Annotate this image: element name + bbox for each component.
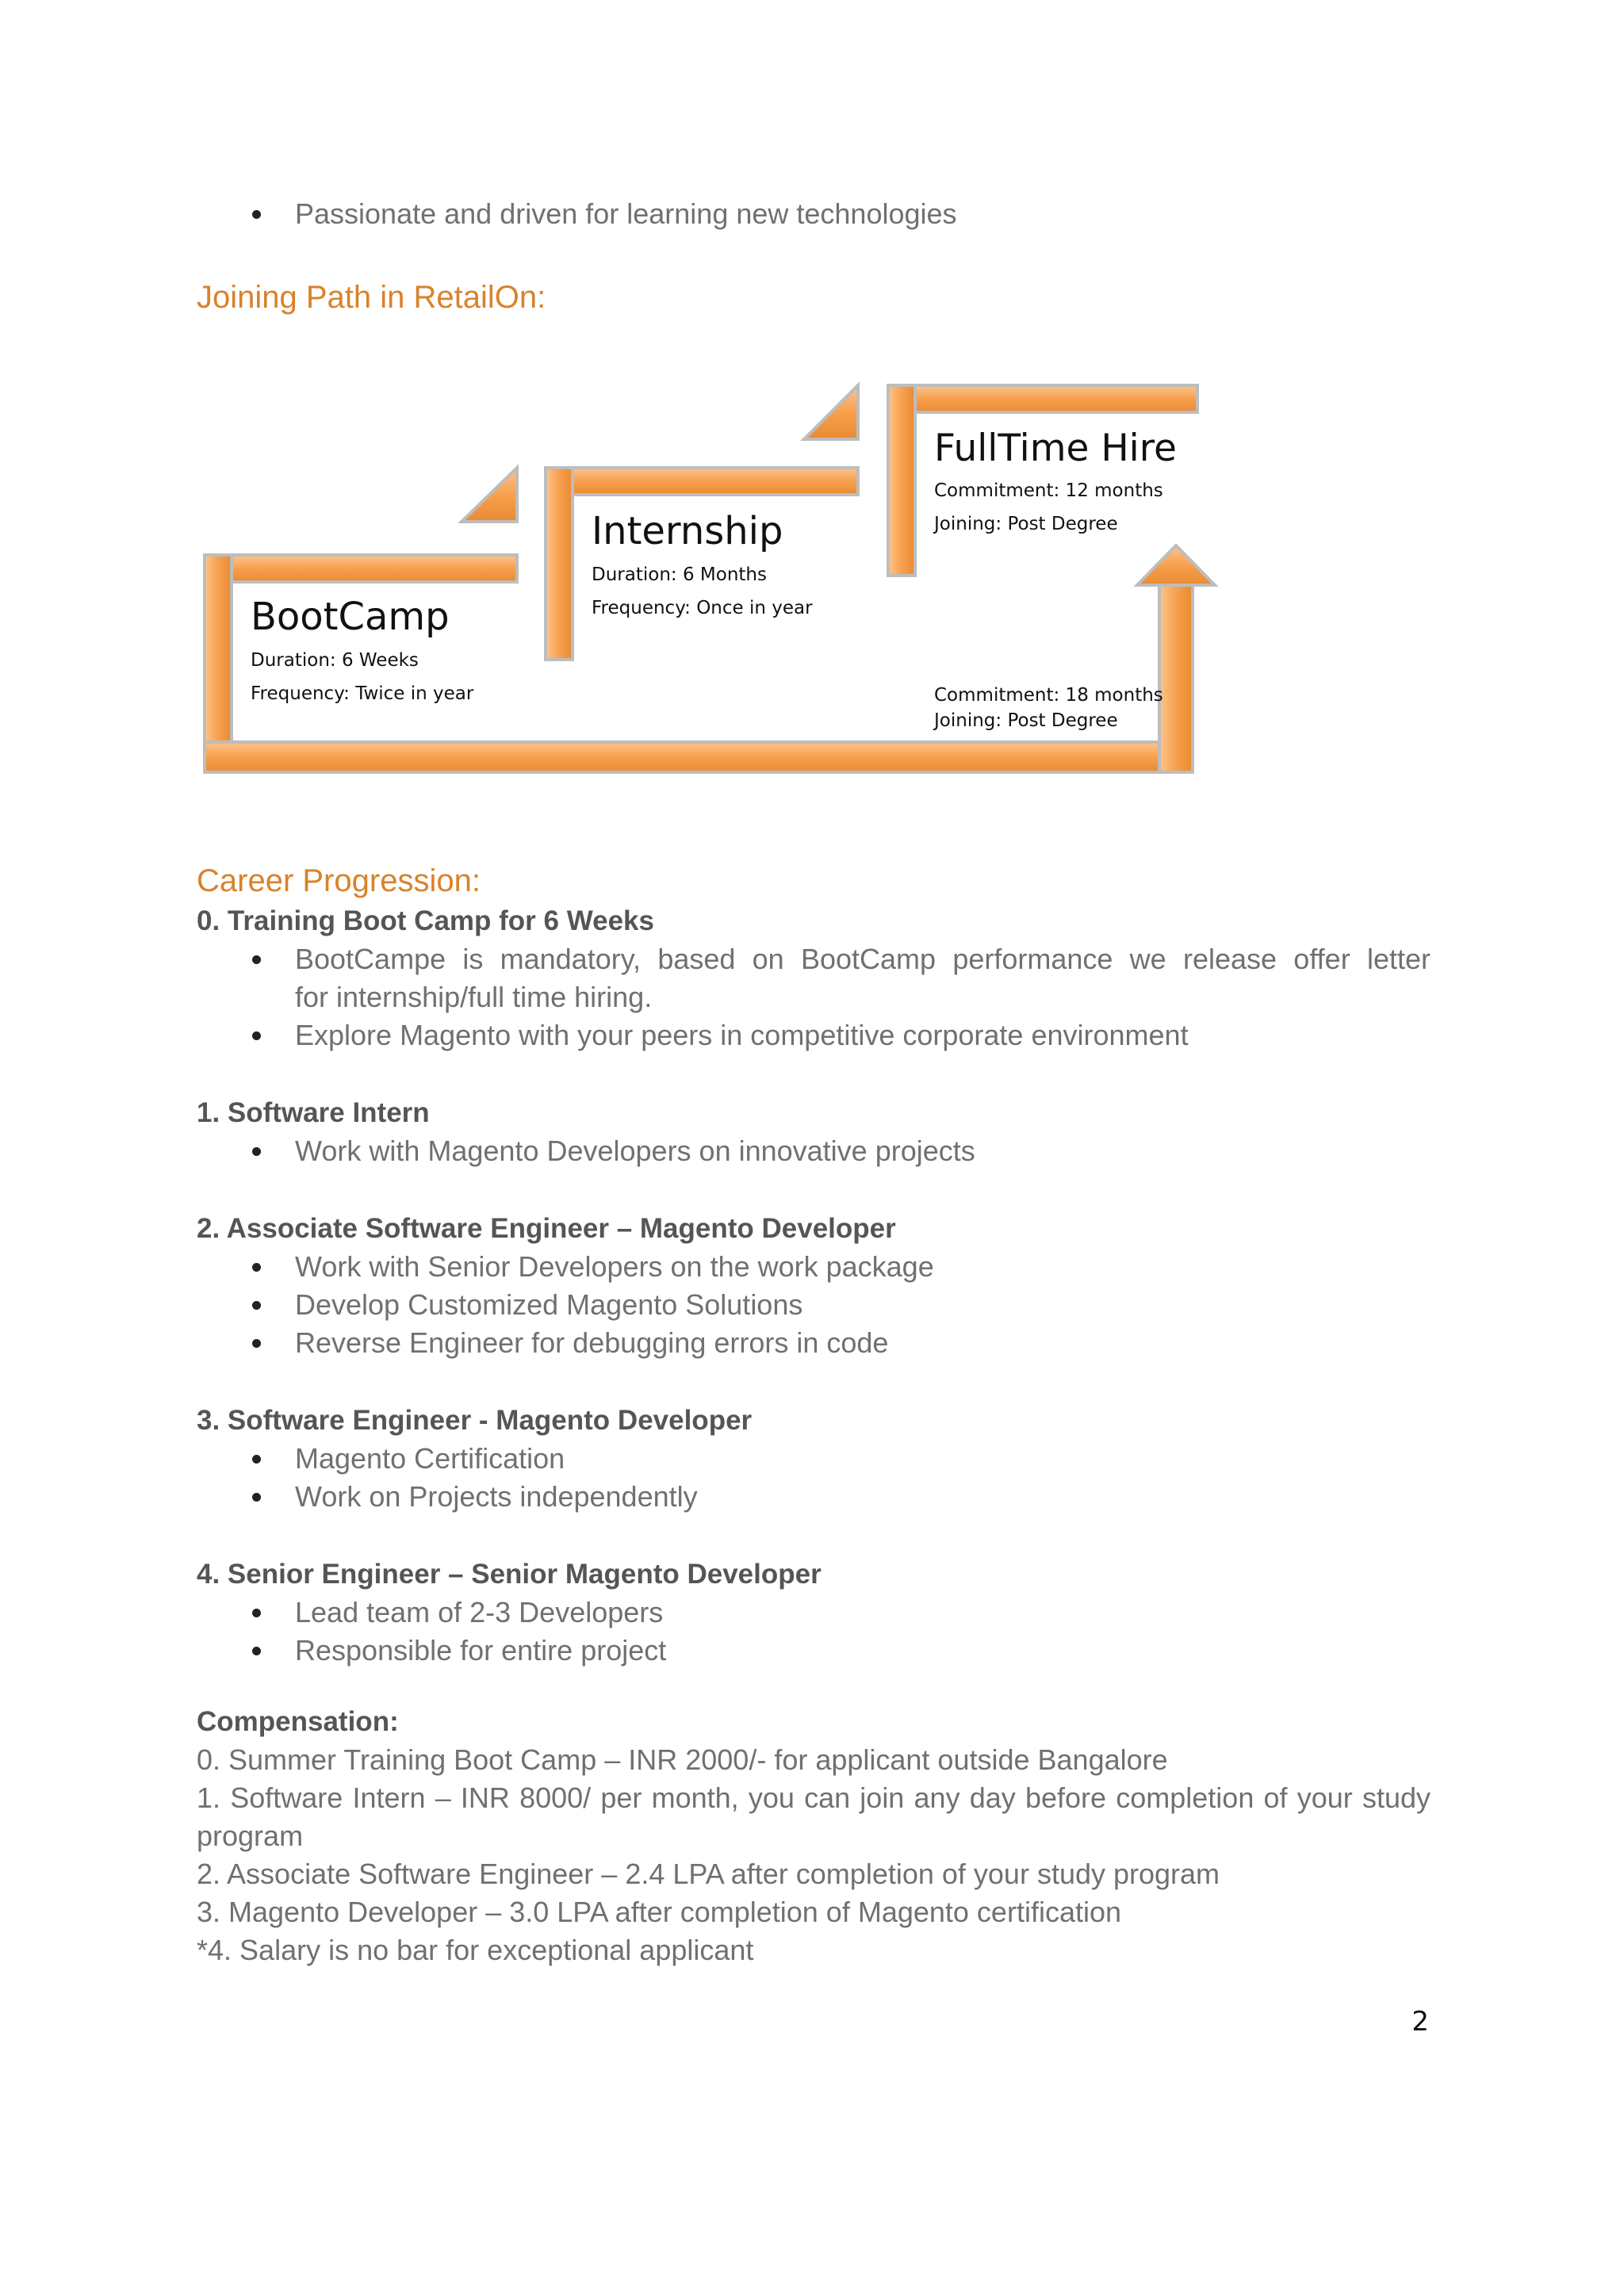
direct-right-bar: [1159, 585, 1193, 772]
compensation-line: 1. Software Intern – INR 8000/ per month, you can join any day before completion of your study program: [197, 1781, 1431, 1852]
section-title: 2. Associate Software Engineer – Magento Developer: [197, 1213, 896, 1244]
document-page: Passionate and driven for learning new technologies Joining Path in RetailOn: BootCamp Duration: 6 Weeks Frequency: Twice in year Internship Duration: 6 Months Frequency: Once in year FullTime Hire Commitment: 12 months Joining: Post Degree Commitment: 18 months Joining: Post Degree Career Progression: 0. Training Boot Camp for 6 Weeks BootCampe is mandatory, based on BootCamp performance we release offer letter for internship/full time hiring. Explore Magento with your peers in competitive corporate environment 1. Software Intern Work with Magento Developers on innovative projects 2. Associate Software Engineer – Magento Developer Work with Senior Developers on the work package Develop Customized Magento Solutions Reverse Engineer for debugging errors in code 3. Software Engineer - Magento Developer Magento Certification Work on Projects independently 4. Senior Engineer – Senior Magento Developer Lead team of 2-3 Developers Responsible for entire project Compensation: 0. Summer Training Boot Camp – INR 2000/- for applicant outside Bangalore 1. Software Intern – INR 8000/ per month, you can join any day before completion of your study program 2. Associate Software Engineer – 2.4 LPA after completion of your study program 3. Magento Developer – 3.0 LPA after completion of Magento certification *4. Salary is no bar for exceptional applicant 2: [0, 0, 1624, 2296]
internship-left-bar: [546, 468, 573, 660]
internship-frequency: Frequency: Once in year: [592, 598, 813, 618]
fulltime-title: FullTime Hire: [934, 427, 1177, 470]
bootcamp-duration: Duration: 6 Weeks: [251, 650, 419, 671]
direct-commitment: Commitment: 18 months: [934, 685, 1163, 706]
compensation-line: 2. Associate Software Engineer – 2.4 LPA after completion of your study program: [197, 1858, 1220, 1890]
internship-title: Internship: [592, 509, 783, 553]
bootcamp-arrow-tip: [462, 468, 517, 522]
bootcamp-title: BootCamp: [251, 595, 450, 639]
compensation-line: *4. Salary is no bar for exceptional applicant: [197, 1934, 754, 1966]
direct-joining: Joining: Post Degree: [934, 710, 1118, 731]
section-title: 3. Software Engineer - Magento Developer: [197, 1405, 753, 1436]
compensation-line: 3. Magento Developer – 3.0 LPA after completion of Magento certification: [197, 1896, 1122, 1928]
bullet-dot: [252, 1493, 261, 1502]
page-number: 2: [1411, 2006, 1429, 2038]
staircase-arrows-graphic: [197, 333, 1220, 840]
internship-duration: Duration: 6 Months: [592, 564, 767, 585]
bootcamp-frequency: Frequency: Twice in year: [251, 683, 474, 704]
bullet-dot: [252, 1455, 261, 1464]
joining-path-heading: Joining Path in RetailOn:: [197, 280, 546, 315]
section-title: 0. Training Boot Camp for 6 Weeks: [197, 905, 654, 936]
internship-top-bar: [546, 468, 858, 495]
career-progression-heading: Career Progression:: [197, 863, 481, 898]
compensation-title: Compensation:: [197, 1706, 399, 1737]
joining-path-diagram: [197, 333, 1220, 840]
fulltime-left-bar: [888, 385, 915, 576]
bullet-dot: [252, 1031, 261, 1040]
bullet-dot: [252, 1609, 261, 1617]
section-title: 1. Software Intern: [197, 1097, 430, 1128]
bootcamp-top-bar: [205, 555, 517, 582]
bullet-dot: [252, 1339, 261, 1348]
bullet-dot: [252, 1147, 261, 1156]
bullet-dot: [252, 955, 261, 964]
bullet-dot: [252, 1647, 261, 1655]
bullet-dot: [252, 1263, 261, 1272]
compensation-line: 0. Summer Training Boot Camp – INR 2000/- for applicant outside Bangalore: [197, 1743, 1168, 1776]
direct-bottom-bar: [205, 742, 1193, 772]
internship-arrow-tip: [804, 385, 858, 439]
fulltime-commitment: Commitment: 12 months: [934, 480, 1163, 501]
bullet-text: Passionate and driven for learning new technologies: [295, 197, 957, 230]
bullet-dot: [252, 210, 261, 219]
bootcamp-left-bar: [205, 555, 232, 747]
section-title: 4. Senior Engineer – Senior Magento Developer: [197, 1559, 822, 1590]
bullet-dot: [252, 1301, 261, 1310]
direct-arrow-head: [1137, 545, 1215, 585]
fulltime-joining: Joining: Post Degree: [934, 514, 1118, 534]
fulltime-top-bar: [888, 385, 1197, 412]
